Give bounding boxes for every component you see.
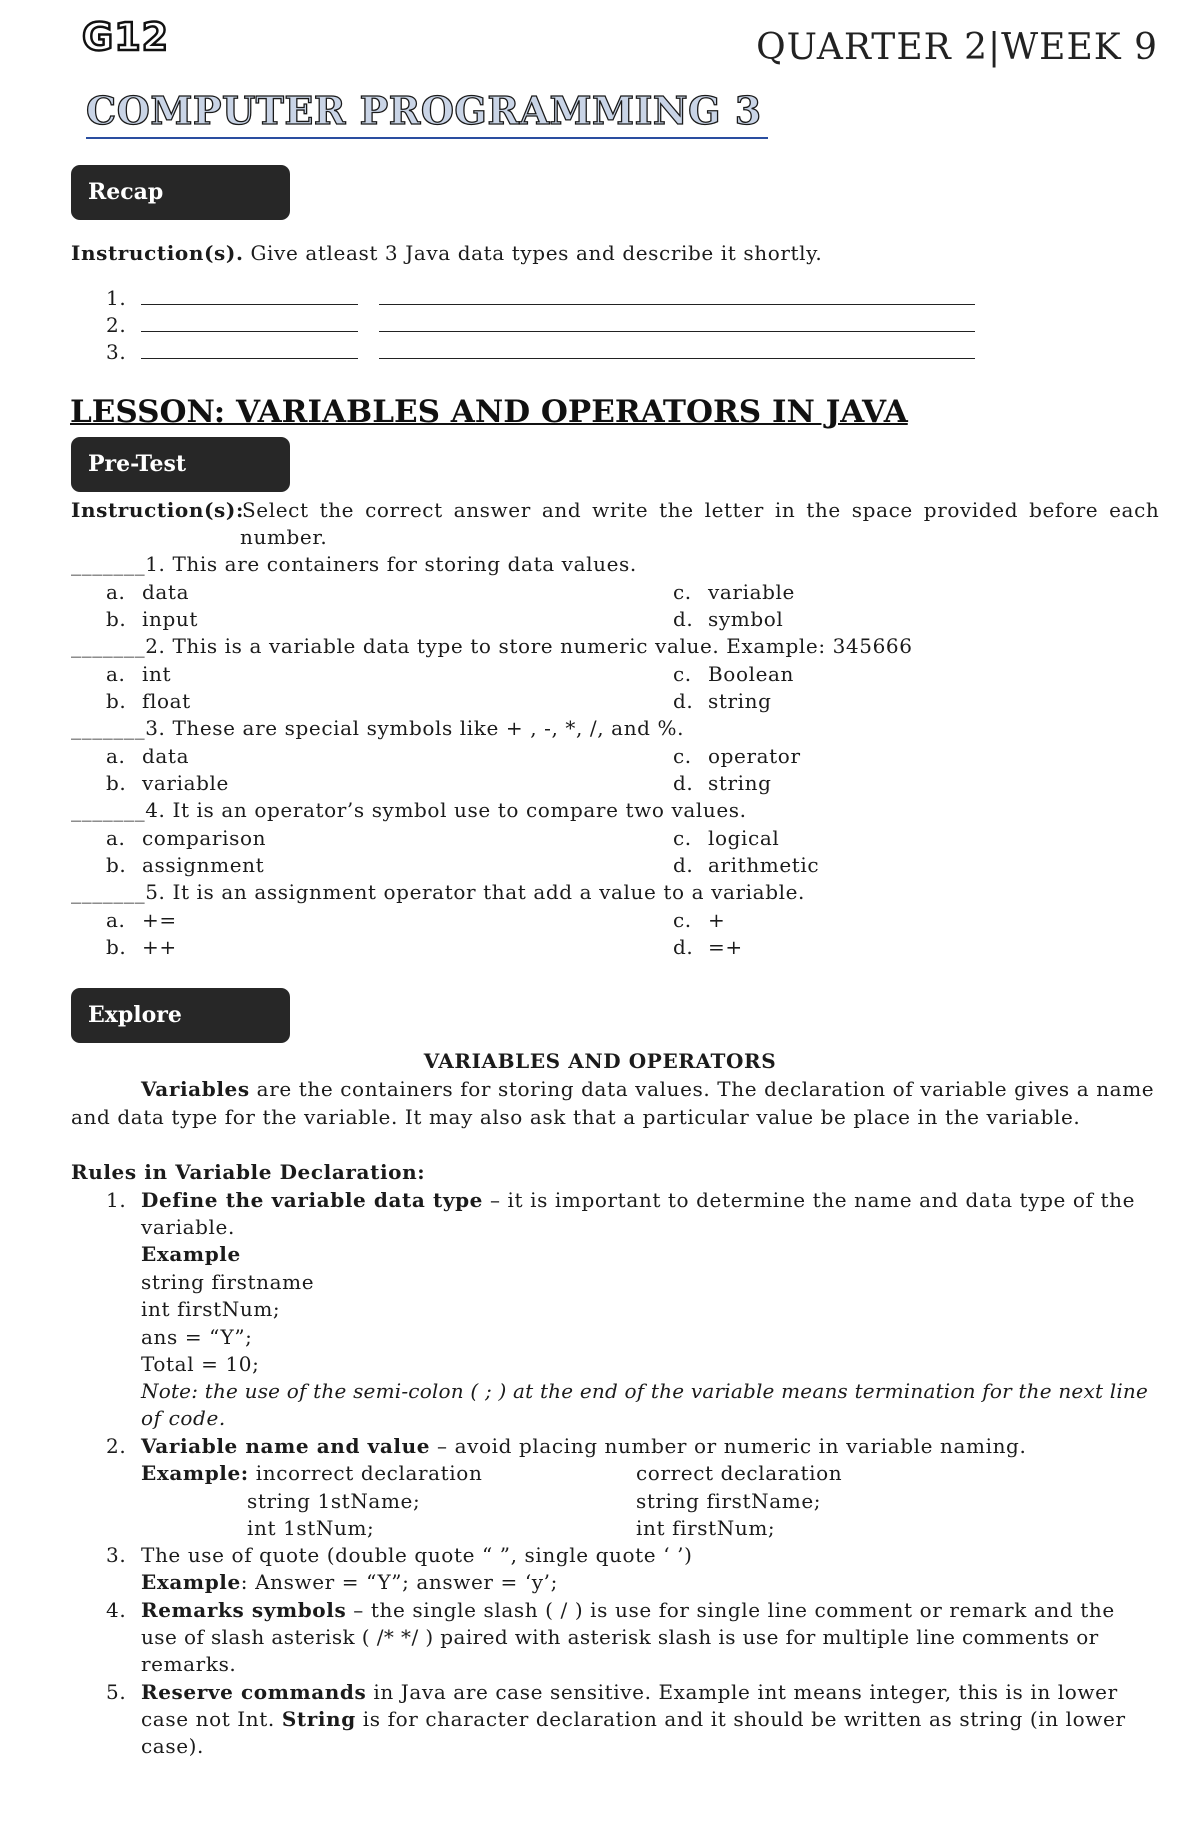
rule-4-line-2: use of slash asterisk ( /* */ ) paired with asterisk slash is use for multiple line comments or (141, 1625, 1099, 1649)
title-underline (86, 137, 768, 139)
rule-5-string-bold: String (281, 1707, 356, 1731)
lesson-title: LESSON: VARIABLES AND OPERATORS IN JAVA (70, 394, 908, 430)
rule-1-note-cont: of code. (141, 1406, 226, 1430)
rule-2-line: Variable name and value – avoid placing number or numeric in variable naming. (141, 1434, 1027, 1458)
choice-d: string (708, 689, 772, 713)
choice-b-letter: b. (106, 689, 127, 713)
choice-d-letter: d. (673, 607, 694, 631)
choice-b: assignment (142, 853, 265, 877)
answer-blank[interactable]: _______ (71, 634, 146, 658)
rule-1-note: Note: the use of the semi-colon ( ; ) at the end of the variable means termination for the next line (141, 1379, 1149, 1403)
section-title: VARIABLES AND OPERATORS (423, 1049, 777, 1073)
rules-heading: Rules in Variable Declaration: (71, 1160, 426, 1184)
choice-c: + (708, 908, 726, 932)
rule-4-bold: Remarks symbols (141, 1598, 347, 1622)
rule-number: 5. (106, 1680, 127, 1704)
choice-a-letter: a. (106, 826, 126, 850)
recap-heading: Recap (71, 165, 290, 220)
pretest-instruction-cont: number. (240, 525, 328, 549)
choice-a-letter: a. (106, 580, 126, 604)
choice-a: data (142, 744, 190, 768)
rule-4-line-3: remarks. (141, 1652, 237, 1676)
rule-5-bold: Reserve commands (141, 1680, 367, 1704)
incorrect-code: int 1stNum; (247, 1516, 375, 1540)
rule-2-example-label: Example: (141, 1461, 249, 1485)
grade-label: G12 (82, 15, 170, 59)
recap-instruction-label: Instruction(s). (71, 241, 244, 265)
choice-d: arithmetic (708, 853, 820, 877)
choice-c: logical (708, 826, 780, 850)
intro-line-2: and data type for the variable. It may also ask that a particular value be place in the variable. (71, 1105, 1081, 1129)
choice-a: comparison (142, 826, 267, 850)
choice-a-letter: a. (106, 662, 126, 686)
rule-4-line: Remarks symbols – the single slash ( / ) is use for single line comment or remark and the (141, 1598, 1115, 1622)
recap-blank-description[interactable] (379, 358, 975, 359)
choice-a-letter: a. (106, 744, 126, 768)
choice-d: symbol (708, 607, 784, 631)
incorrect-heading: incorrect declaration (255, 1461, 483, 1485)
choice-d-letter: d. (673, 935, 694, 959)
rule-number: 2. (106, 1434, 127, 1458)
choice-c-letter: c. (673, 662, 692, 686)
rule-2-bold: Variable name and value (141, 1434, 431, 1458)
choice-d-letter: d. (673, 771, 694, 795)
recap-number: 3. (106, 340, 127, 364)
answer-blank[interactable]: _______ (71, 716, 146, 740)
correct-code: int firstNum; (636, 1516, 776, 1540)
choice-c-letter: c. (673, 908, 692, 932)
choice-b-letter: b. (106, 853, 127, 877)
rule-1-line: Define the variable data type – it is important to determine the name and data type of the (141, 1188, 1136, 1212)
subject-title: COMPUTER PROGRAMMING 3 (86, 88, 762, 133)
rule-5-line: Reserve commands in Java are case sensitive. Example int means integer, this is in lower (141, 1680, 1118, 1704)
intro-line-1: Variables are the containers for storing data values. The declaration of variable gives a name (141, 1077, 1155, 1101)
code-line: ans = “Y”; (141, 1325, 253, 1349)
incorrect-code: string 1stName; (247, 1489, 421, 1513)
recap-blank-description[interactable] (379, 304, 975, 305)
choice-b: ++ (142, 935, 177, 959)
choice-a: int (142, 662, 172, 686)
rule-3-text: The use of quote (double quote “ ”, single quote ‘ ’) (141, 1543, 693, 1567)
rule-number: 3. (106, 1543, 127, 1567)
answer-blank[interactable]: _______ (71, 552, 146, 576)
choice-b-letter: b. (106, 771, 127, 795)
question-text: _______4. It is an operator’s symbol use to compare two values. (71, 798, 747, 822)
choice-d-letter: d. (673, 689, 694, 713)
choice-c-letter: c. (673, 580, 692, 604)
rule-1-example-label: Example (141, 1242, 241, 1266)
question-text: _______3. These are special symbols like + , -, *, /, and %. (71, 716, 685, 740)
recap-instruction-text: Give atleast 3 Java data types and describe it shortly. (250, 241, 823, 265)
question-text: _______2. This is a variable data type to store numeric value. Example: 345666 (71, 634, 913, 658)
choice-b: float (142, 689, 191, 713)
answer-blank[interactable]: _______ (71, 880, 146, 904)
choice-a: += (142, 908, 177, 932)
code-line: Total = 10; (141, 1352, 260, 1376)
choice-b-letter: b. (106, 935, 127, 959)
correct-heading: correct declaration (636, 1461, 843, 1485)
pretest-instruction-label: Instruction(s): (71, 498, 244, 522)
rule-number: 1. (106, 1188, 127, 1212)
choice-d: =+ (708, 935, 743, 959)
recap-number: 1. (106, 286, 127, 310)
rule-1-cont: variable. (141, 1215, 235, 1239)
rule-2-example (141, 1463, 482, 1483)
rule-5-line-2: case not Int. String is for character declaration and it should be written as string (in lower (141, 1707, 1126, 1731)
recap-blank-description[interactable] (379, 331, 975, 332)
rule-5-line-3: case). (141, 1734, 204, 1758)
explore-heading: Explore (71, 988, 290, 1043)
recap-blank-type[interactable] (141, 358, 358, 359)
code-line: string firstname (141, 1270, 315, 1294)
intro-bold: Variables (141, 1077, 250, 1101)
choice-c-letter: c. (673, 744, 692, 768)
choice-c: Boolean (708, 662, 795, 686)
code-line: int firstNum; (141, 1297, 281, 1321)
rule-number: 4. (106, 1598, 127, 1622)
recap-blank-type[interactable] (141, 331, 358, 332)
choice-a-letter: a. (106, 908, 126, 932)
question-text: _______5. It is an assignment operator that add a value to a variable. (71, 880, 805, 904)
choice-a: data (142, 580, 190, 604)
rule-1-bold: Define the variable data type (141, 1188, 483, 1212)
correct-code: string firstName; (636, 1489, 822, 1513)
pretest-instruction-text: Select the correct answer and write the letter in the space provided before each (242, 498, 1160, 522)
pretest-heading: Pre-Test (71, 437, 290, 492)
choice-c: variable (708, 580, 795, 604)
choice-b: input (142, 607, 198, 631)
choice-d: string (708, 771, 772, 795)
recap-number: 2. (106, 313, 127, 337)
quarter-week-label: QUARTER 2|WEEK 9 (756, 27, 1158, 68)
recap-blank-type[interactable] (141, 304, 358, 305)
rule-3-example-label: Example (141, 1570, 241, 1594)
choice-d-letter: d. (673, 853, 694, 877)
choice-b: variable (142, 771, 229, 795)
choice-b-letter: b. (106, 607, 127, 631)
choice-c: operator (708, 744, 801, 768)
recap-instruction (71, 243, 822, 263)
choice-c-letter: c. (673, 826, 692, 850)
answer-blank[interactable]: _______ (71, 798, 146, 822)
question-text: _______1. This are containers for storing data values. (71, 552, 637, 576)
rule-3-example: Example: Answer = “Y”; answer = ‘y’; (141, 1570, 558, 1594)
